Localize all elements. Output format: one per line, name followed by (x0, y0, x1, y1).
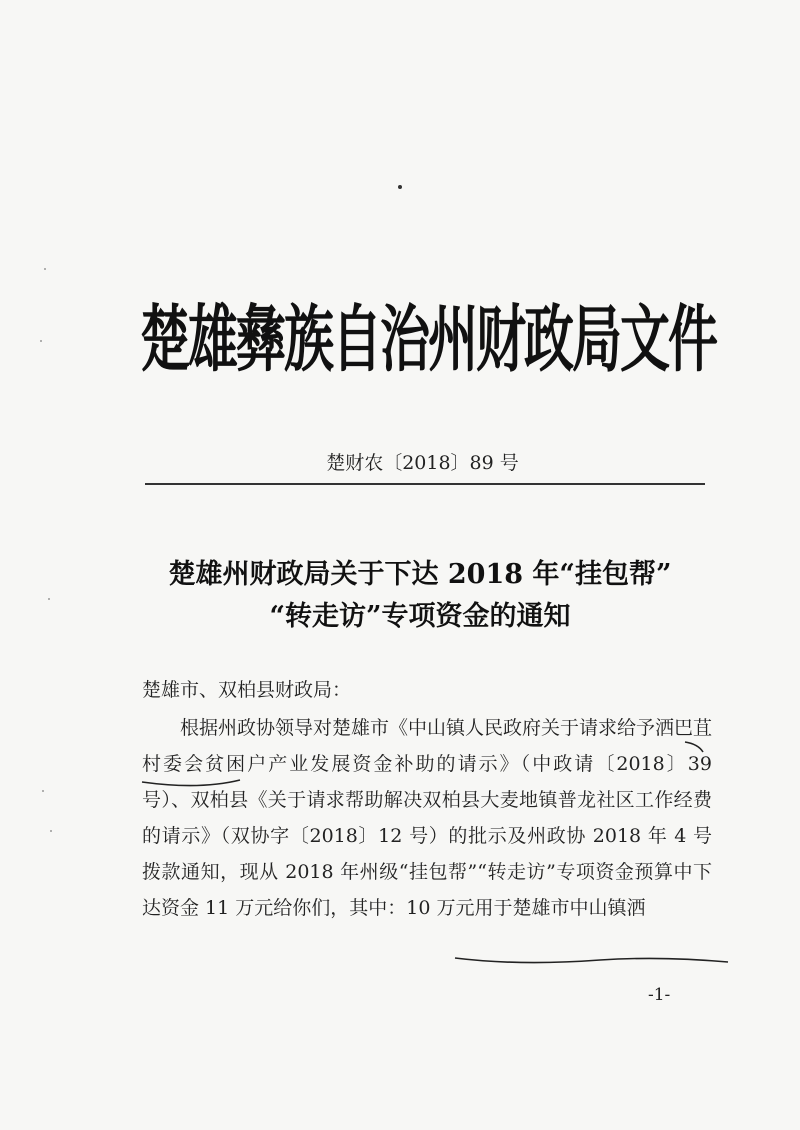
underline-mark-3 (455, 958, 728, 963)
scan-speck (50, 830, 52, 832)
body-paragraph: 根据州政协领导对楚雄市《中山镇人民政府关于请求给予洒巴苴村委会贫困户产业发展资金补助的请示》（中政请〔2018〕39 号）、双柏县《关于请求帮助解决双柏县大麦地镇普龙社区工作经费的请示》（双协字〔2018〕12 号）的批示及州政协 2018 年 4 号拨款通知，现从 2018 年州级“挂包帮”“转走访”专项资金预算中下达资金 11 万元给你们，其中：10 万元用于楚雄市中山镇洒 (142, 717, 713, 919)
page-number: -1- (648, 985, 671, 1005)
scan-speck (48, 598, 50, 600)
issuing-authority-header: 楚雄彝族自治州财政局文件 (140, 297, 716, 383)
notice-title-line-2: “转走访”专项资金的通知 (269, 601, 571, 632)
scan-speck (42, 790, 44, 792)
scan-speck (44, 268, 46, 270)
notice-title-line-1: 楚雄州财政局关于下达 2018 年“挂包帮” (168, 559, 672, 590)
document-number: 楚财农〔2018〕89 号 (326, 452, 519, 474)
scan-speck (40, 340, 42, 342)
recipients-line: 楚雄市、双柏县财政局： (142, 679, 352, 701)
scan-speck (398, 185, 402, 189)
header-divider (145, 483, 705, 485)
